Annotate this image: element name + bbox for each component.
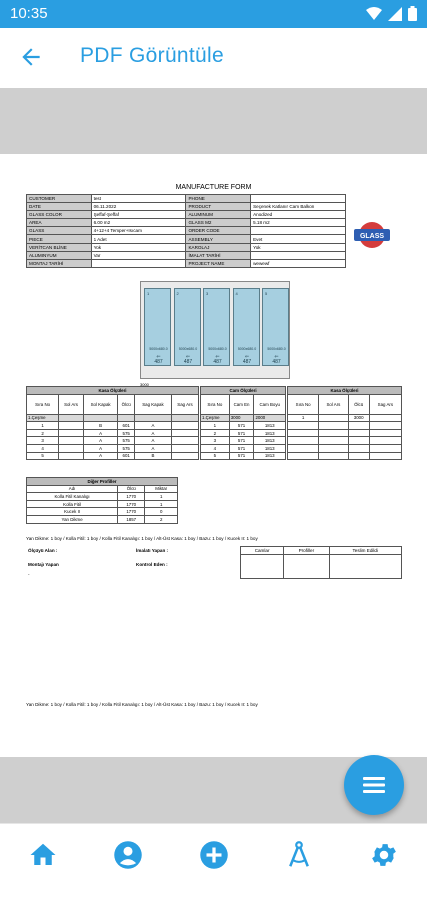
kasa-table-title: Kasa Ölçüleri xyxy=(27,387,199,395)
info-row xyxy=(27,251,346,259)
panel-label: 5000x680.0 xyxy=(149,347,168,351)
info-label: ASSEMBLY xyxy=(186,235,251,243)
table-row xyxy=(27,508,178,516)
table-cell: 4 xyxy=(27,444,59,452)
kasa2-table-title: Kasa Ölçüleri xyxy=(288,387,402,395)
info-label: VERİTCAN BLİNE xyxy=(27,243,92,251)
info-label: DATE xyxy=(27,203,92,211)
table-cell: 1770 xyxy=(118,493,145,501)
table-cell xyxy=(171,429,198,437)
panel-size: 487 xyxy=(242,359,252,365)
table-cell: 2 xyxy=(27,429,59,437)
profiles-table xyxy=(26,477,178,524)
table-cell: A xyxy=(83,452,118,460)
panel-label: 5000x680.0 xyxy=(237,347,257,351)
table-cell: 1813 xyxy=(254,452,286,460)
table-cell xyxy=(171,452,198,460)
info-row xyxy=(27,219,346,227)
info-label: PROJECT NAME xyxy=(186,259,251,267)
info-table xyxy=(26,194,346,268)
info-row xyxy=(27,243,346,251)
table-cell: 3000 xyxy=(348,414,369,422)
table-row xyxy=(27,437,199,445)
add-circle-icon[interactable] xyxy=(199,840,229,870)
table-cell: A xyxy=(83,444,118,452)
glass-panel xyxy=(262,288,289,366)
info-value: 06.11.2022 xyxy=(91,203,186,211)
panel-label: 5000x680.0 xyxy=(178,347,198,351)
kontrol-eden-label: Kontrol Eden : xyxy=(136,562,168,567)
column-header: Sıra No xyxy=(288,394,319,414)
glass-panel xyxy=(233,288,260,366)
table-cell xyxy=(369,414,401,422)
table-cell: A xyxy=(134,422,171,430)
table-cell xyxy=(59,452,84,460)
info-value: 1 Adet xyxy=(91,235,186,243)
panel-arrow: ⇐ xyxy=(274,354,279,360)
logo-text: GLASS xyxy=(359,233,385,240)
panel-arrow: ⇐ xyxy=(215,354,220,360)
column-header: Sag Ars xyxy=(369,394,401,414)
cam-table-title: Cam Ölçüleri xyxy=(201,387,286,395)
column-header: Cam En xyxy=(229,394,254,414)
table-cell: 1 xyxy=(145,493,178,501)
info-value xyxy=(91,259,186,267)
table-cell: 2 xyxy=(201,429,230,437)
signal-icon xyxy=(388,7,402,21)
table-cell: A xyxy=(83,429,118,437)
table-cell: Kolla Fitil Kanalıgı xyxy=(27,493,118,501)
table-band-row xyxy=(27,414,199,422)
table-cell: A xyxy=(134,444,171,452)
table-cell: 5 xyxy=(201,452,230,460)
column-header: Cam Boyu xyxy=(254,394,286,414)
panel-size: 487 xyxy=(272,359,281,365)
app-bar xyxy=(0,28,427,86)
info-value: Seçenek Katlanır Cam Balkon xyxy=(251,203,346,211)
status-bar xyxy=(0,0,427,28)
info-label: GLASS M2 xyxy=(186,219,251,227)
profiles-table-title: Diğer Profiller xyxy=(27,478,178,486)
table-row xyxy=(201,444,286,452)
panel-number: 5 xyxy=(265,291,268,296)
bottom-summary-line: Yan Dikme: 1 boy / Kolla Fitil: 1 boy / Kolla Fitil Kanalıgı: 1 boy / Alt-Üst Kasa: 1 boy / Bazu: 1 boy / Kucek II: 1 boy xyxy=(26,702,258,707)
table-cell: 571 xyxy=(229,429,254,437)
column-header: Ölcü xyxy=(348,394,369,414)
panel-size: 487 xyxy=(154,359,163,365)
info-label: MONTAJ TARİHİ xyxy=(27,259,92,267)
panel-arrow: ⇐ xyxy=(244,354,250,360)
table-cell: 575 xyxy=(118,429,135,437)
panel-number: 4 xyxy=(235,291,238,296)
info-value: wewewf xyxy=(251,259,346,267)
column-header: Sol Ars xyxy=(319,394,348,414)
table-row xyxy=(27,493,178,501)
imalati-yapan-label: İmalatı Yapan : xyxy=(136,548,169,553)
band-label: 1.Çeşme xyxy=(27,414,59,422)
info-value: Şeffaf-Şeffaf xyxy=(91,211,186,219)
menu-fab-button[interactable] xyxy=(344,755,404,815)
col-camlar: Camlar xyxy=(241,547,284,555)
column-header: Sıra No xyxy=(27,394,59,414)
table-row xyxy=(288,429,402,437)
info-value xyxy=(251,195,346,203)
glass-panel xyxy=(203,288,230,366)
table-cell: 571 xyxy=(229,452,254,460)
table-row xyxy=(201,422,286,430)
col-teslim: Teslim Edildi xyxy=(329,547,402,555)
column-header: Ölcü xyxy=(118,394,135,414)
col-profiller: Profiller xyxy=(284,547,329,555)
info-label: KAROLAJ xyxy=(186,243,251,251)
drawing-bottom-label: 3000 xyxy=(140,382,149,387)
table-cell: 575 xyxy=(118,437,135,445)
panel-size: 487 xyxy=(213,359,222,365)
info-label: ALUMINUM xyxy=(186,211,251,219)
page-title: PDF Görüntüle xyxy=(80,44,224,67)
table-row xyxy=(288,452,402,460)
glass-panel xyxy=(174,288,201,366)
kasa-table xyxy=(26,386,199,460)
table-cell: 1813 xyxy=(254,437,286,445)
table-band-row xyxy=(201,414,286,422)
info-value xyxy=(251,251,346,259)
kasa2-table xyxy=(287,386,402,460)
glass-panel xyxy=(144,288,171,366)
info-row xyxy=(27,195,346,203)
column-header: Sol Ars xyxy=(59,394,84,414)
cam-table xyxy=(200,386,286,460)
table-cell: 3 xyxy=(201,437,230,445)
panel-label: 5000x680.0 xyxy=(208,347,227,351)
table-row xyxy=(27,515,178,523)
table-cell: 571 xyxy=(229,444,254,452)
info-value: Yok xyxy=(251,243,346,251)
delivery-table xyxy=(240,546,402,579)
table-row xyxy=(288,414,402,422)
home-icon[interactable] xyxy=(28,840,58,870)
wifi-icon xyxy=(366,7,382,21)
table-cell: 571 xyxy=(229,437,254,445)
panel-label: 5000x680.0 xyxy=(267,347,286,351)
info-value: test xyxy=(91,195,186,203)
table-cell: A xyxy=(83,437,118,445)
info-value: Anodized xyxy=(251,211,346,219)
band-cell: 1.Çeşme xyxy=(201,414,230,422)
column-header: Sag Kapak xyxy=(134,394,171,414)
info-label: AREA xyxy=(27,219,92,227)
viewer-margin-top xyxy=(0,88,427,154)
status-time: 10:35 xyxy=(10,5,48,22)
table-row xyxy=(201,437,286,445)
table-cell: 1 xyxy=(145,500,178,508)
info-value: Evet xyxy=(251,235,346,243)
info-value: Yok xyxy=(91,243,186,251)
table-cell: 1813 xyxy=(254,422,286,430)
band-cell: 2000 xyxy=(254,414,286,422)
table-row xyxy=(201,452,286,460)
table-cell: 1857 xyxy=(118,515,145,523)
panel-number: 1 xyxy=(147,291,150,296)
info-value: 6.00 m2 xyxy=(91,219,186,227)
table-row xyxy=(288,422,402,430)
info-label: GLASS xyxy=(27,227,92,235)
table-cell xyxy=(171,422,198,430)
table-cell: 1 xyxy=(27,422,59,430)
info-label: PIECE xyxy=(27,235,92,243)
table-cell: 601 xyxy=(118,422,135,430)
table-cell: 3 xyxy=(27,437,59,445)
table-cell: 5 xyxy=(27,452,59,460)
info-label: PHONE xyxy=(186,195,251,203)
panel-arrow: ⇐ xyxy=(156,354,161,360)
info-row xyxy=(27,259,346,267)
table-cell: 0 xyxy=(145,508,178,516)
table-cell: 4 xyxy=(201,444,230,452)
column-header: Sol Kapak xyxy=(83,394,118,414)
table-row xyxy=(27,422,199,430)
pdf-page[interactable]: MANUFACTURE FORM CUSTOMER test PHONE DATE 06.11.2022 PRODUCT Seçenek Katlanır Cam Balkon GLASS COLOR Şeffaf-Şeffaf ALUMINUM Anodized AREA 6.00 m2 GLASS M2 5.18 m2 GLASS 4+12+4 Temper+Isıcam ORDER CODE PIECE 1 Adet ASSEMBLY Evet VERİTCAN BLİNE Yok KAROLAJ Yok ALUMINYUM Var İMALAT TARİHİ MONTAJ TARİHİ PROJECT NAME wewewf GLASS 1 5000x680.0 ⇐ 487 2 5000x680.0 ⇐ 487 3 5000x680.0 ⇐ 487 4 5000x680.0 ⇐ 487 5 5000x680.0 ⇐ 487 3000 Kasa Ölçüleri Sıra No Sol Ars Sol Kapak Ölcü Sag Kapak Sag Ars 1.Çeşme 1 B 601 A 2 A 575 A 3 A 575 A 4 A 575 A 5 A 601 B Cam Ölçüleri Sıra No Cam En Cam Boyu 1.Çeşme 3000 2000 1 571 1813 2 571 1813 3 571 1813 4 571 1813 5 571 1813 Kasa Ölçüleri Sıra No Sol Ars Ölcü Sag Ars 1 3000 Diğer Profiller Adı Ölcü Miktar Kolla Fitil Kanalıgı 1770 1 Kolla Fitil 1770 1 Kucek II 1770 0 Yan Dikme 1857 2 Yan Dikme: 1 boy / Kolla Fitil: 1 boy / Kolla Fitil Kanalıgı: 1 boy / Alt-Üst Kasa: 1 boy / Bazu: 1 boy / Kucek II: 1 boy Ölçüyü Alan : İmalatı Yapan : Montajı Yapan Kontrol Eden : - Camlar Profiller Teslim Edildi Yan Dikme: 1 boy / Kolla Fitil: 1 boy / Kolla Fitil Kanalıgı: 1 boy / Alt-Üst Kasa: 1 boy / Bazu: 1 boy / Kucek II: 1 boy xyxy=(0,154,427,757)
account-icon[interactable] xyxy=(113,840,143,870)
settings-icon[interactable] xyxy=(369,840,399,870)
olcuyu-alan-label: Ölçüyü Alan : xyxy=(28,548,58,553)
column-header: Sag Ars xyxy=(171,394,198,414)
table-cell: Kolla Fitil xyxy=(27,500,118,508)
form-title: MANUFACTURE FORM xyxy=(175,184,252,191)
column-header: Adı xyxy=(27,485,118,493)
table-row xyxy=(27,444,199,452)
info-label: İMALAT TARİHİ xyxy=(186,251,251,259)
table-cell: B xyxy=(83,422,118,430)
table-cell xyxy=(171,444,198,452)
table-cell: 601 xyxy=(118,452,135,460)
table-cell xyxy=(171,437,198,445)
column-header: Miktar xyxy=(145,485,178,493)
table-row xyxy=(201,429,286,437)
info-label: ALUMINYUM xyxy=(27,251,92,259)
table-cell: 1813 xyxy=(254,429,286,437)
table-cell: 571 xyxy=(229,422,254,430)
column-header: Ölcü xyxy=(118,485,145,493)
battery-icon xyxy=(408,6,417,21)
info-label: GLASS COLOR xyxy=(27,211,92,219)
table-cell: Yan Dikme xyxy=(27,515,118,523)
table-cell: 2 xyxy=(145,515,178,523)
table-cell: 1770 xyxy=(118,508,145,516)
company-logo xyxy=(352,220,392,250)
panel-number: 2 xyxy=(176,291,179,296)
table-row xyxy=(27,452,199,460)
info-value: Var xyxy=(91,251,186,259)
menu-icon xyxy=(363,776,385,794)
table-cell: 1813 xyxy=(254,444,286,452)
table-row xyxy=(27,500,178,508)
table-cell xyxy=(59,437,84,445)
panel-arrow: ⇐ xyxy=(185,354,191,360)
compass-icon[interactable] xyxy=(284,840,314,870)
table-row xyxy=(288,437,402,445)
info-label: ORDER CODE xyxy=(186,227,251,235)
info-value xyxy=(251,227,346,235)
table-cell xyxy=(59,422,84,430)
table-cell xyxy=(319,414,348,422)
info-row xyxy=(27,211,346,219)
bottom-navigation xyxy=(0,823,427,900)
info-value: 5.18 m2 xyxy=(251,219,346,227)
table-cell: A xyxy=(134,429,171,437)
table-row xyxy=(27,429,199,437)
table-cell xyxy=(59,444,84,452)
montaji-yapan-label: Montajı Yapan xyxy=(28,562,59,567)
column-header: Sıra No xyxy=(201,394,230,414)
table-cell: 1 xyxy=(288,414,319,422)
table-cell: A xyxy=(134,437,171,445)
table-row xyxy=(288,444,402,452)
glass-drawing xyxy=(140,281,290,379)
table-cell: 1770 xyxy=(118,500,145,508)
table-cell: B xyxy=(134,452,171,460)
status-icons xyxy=(366,6,417,21)
summary-line: Yan Dikme: 1 boy / Kolla Fitil: 1 boy / Kolla Fitil Kanalıgı: 1 boy / Alt-Üst Kasa: 1 boy / Bazu: 1 boy / Kucek II: 1 boy xyxy=(26,536,258,541)
band-cell: 3000 xyxy=(229,414,254,422)
panel-number: 3 xyxy=(206,291,209,296)
info-row xyxy=(27,203,346,211)
table-cell: 575 xyxy=(118,444,135,452)
table-cell: 1 xyxy=(201,422,230,430)
info-label: PRODUCT xyxy=(186,203,251,211)
table-cell xyxy=(59,429,84,437)
info-row xyxy=(27,235,346,243)
info-value: 4+12+4 Temper+Isıcam xyxy=(91,227,186,235)
panel-size: 487 xyxy=(183,359,193,365)
info-label: CUSTOMER xyxy=(27,195,92,203)
back-arrow-icon[interactable] xyxy=(18,44,44,70)
info-row xyxy=(27,227,346,235)
table-cell: Kucek II xyxy=(27,508,118,516)
